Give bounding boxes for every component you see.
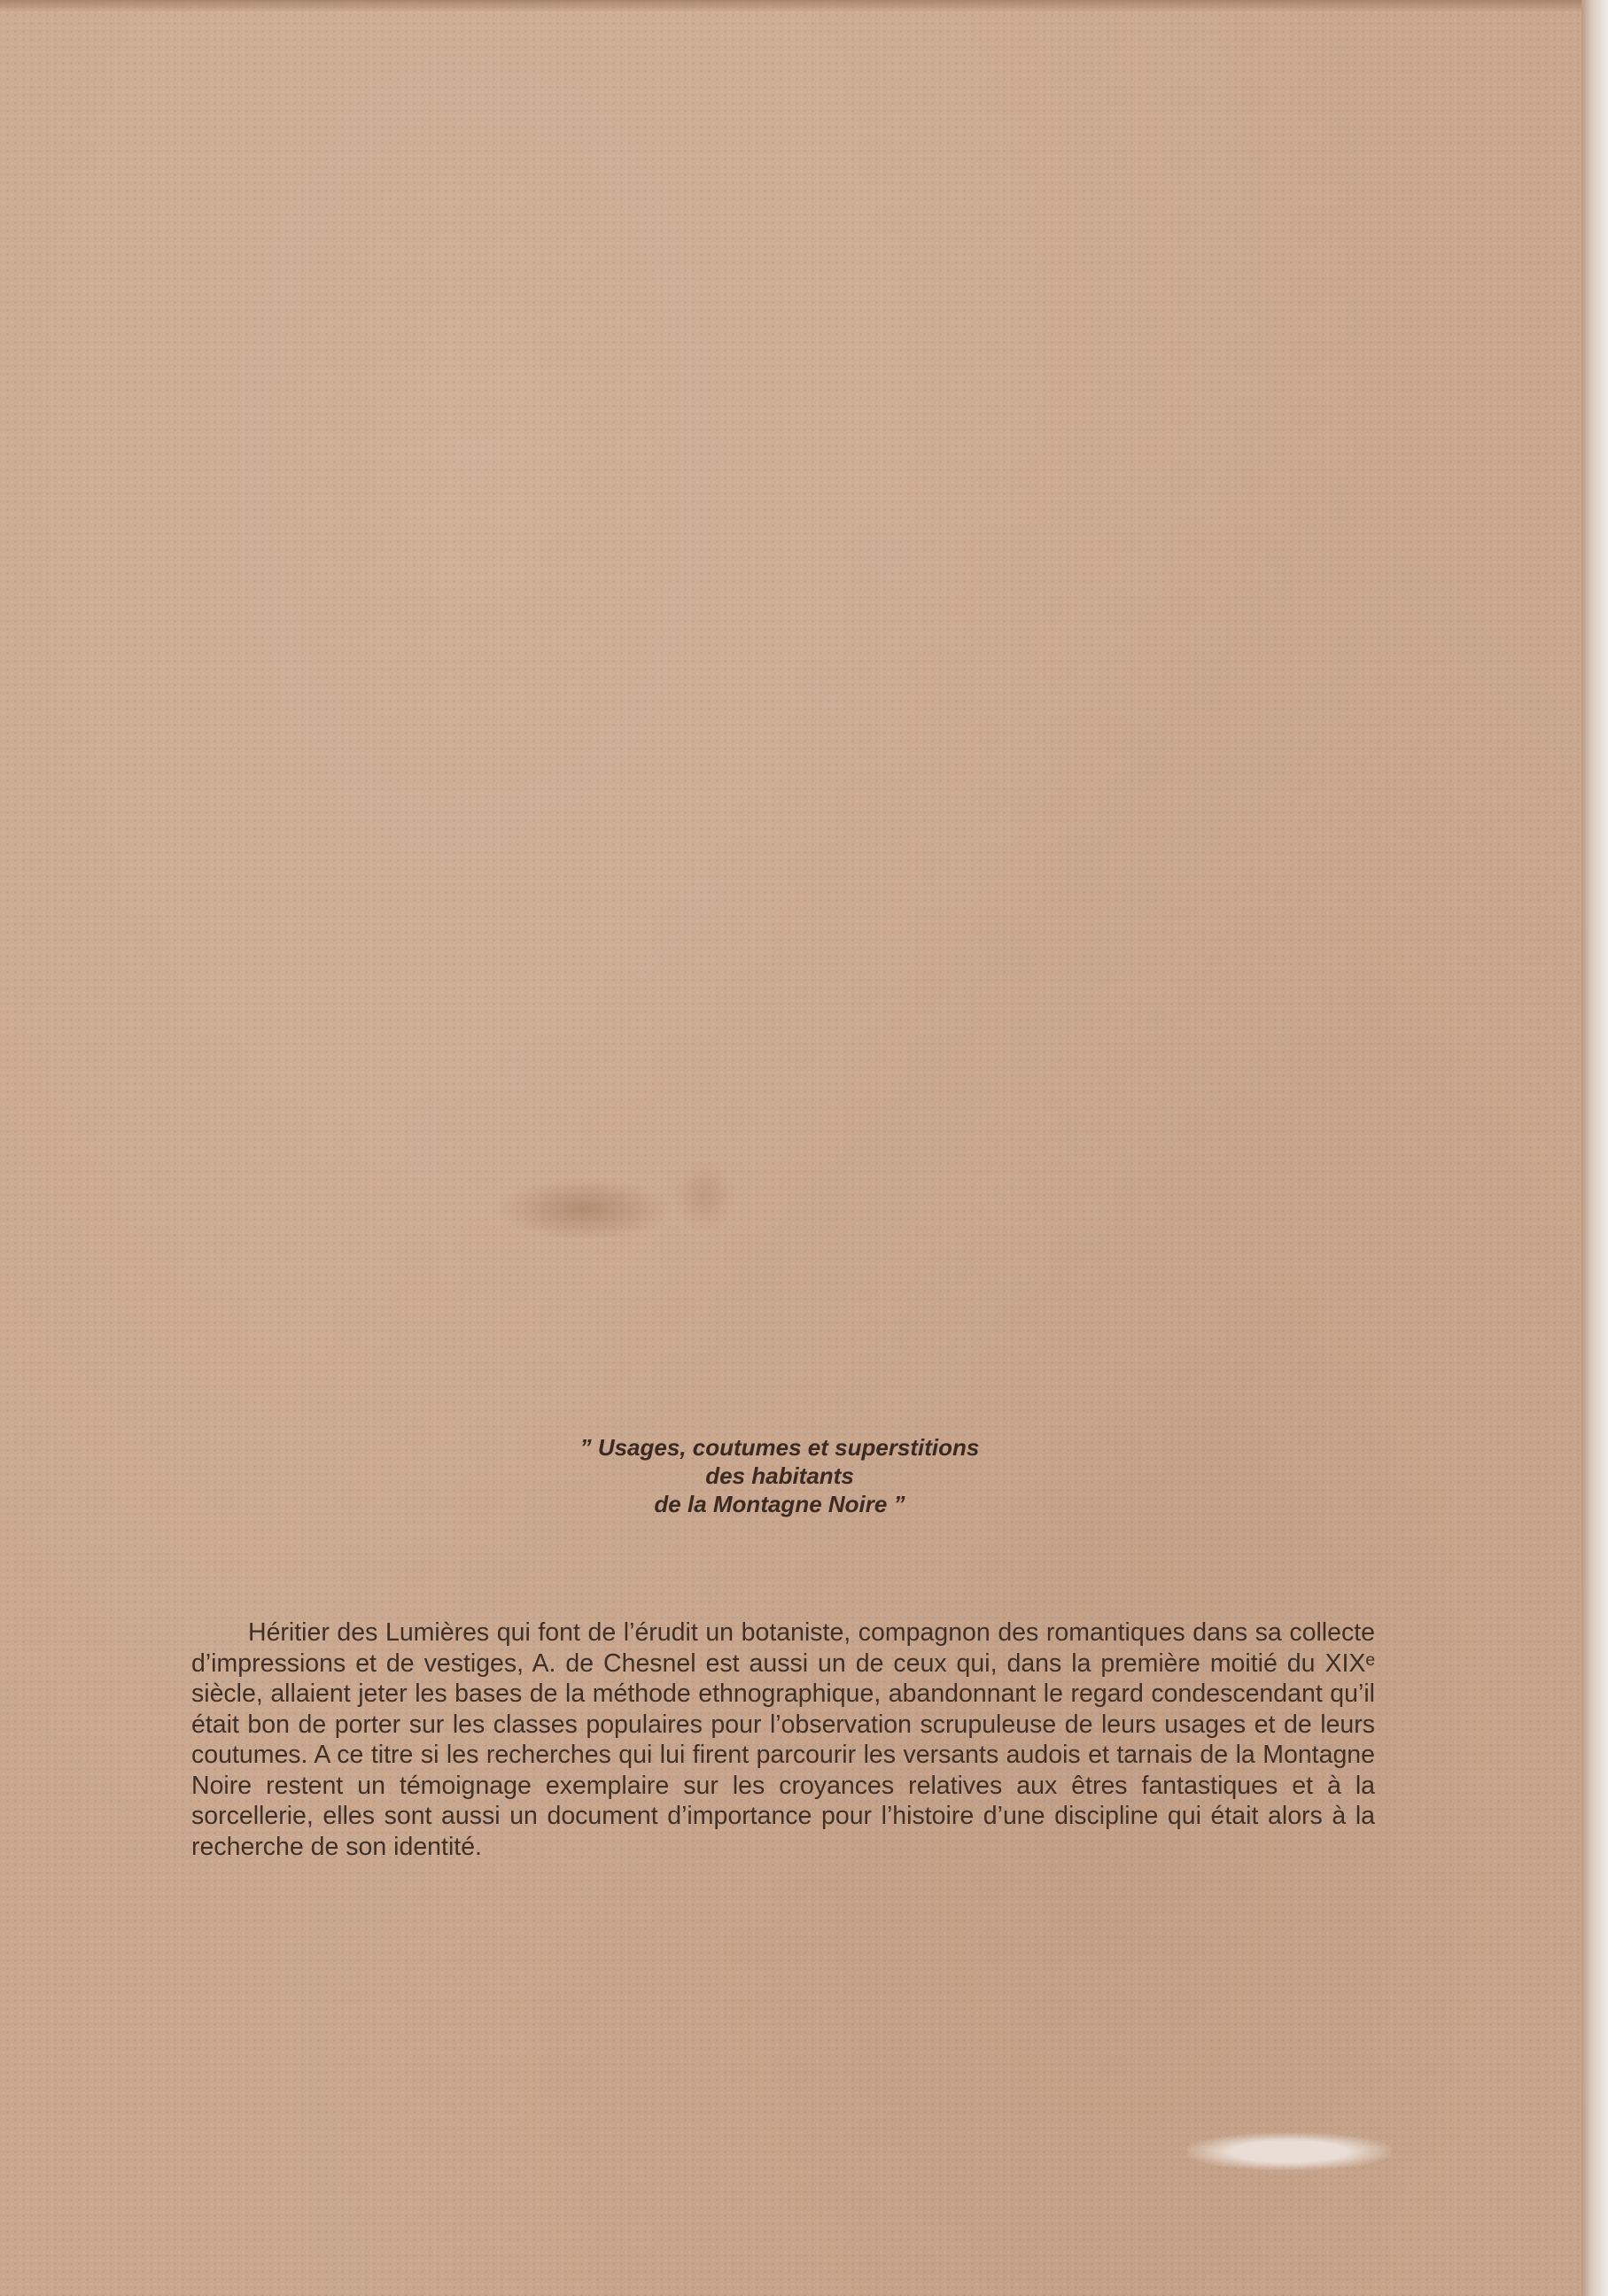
back-cover-blurb: Héritier des Lumières qui font de l’érudit un botaniste, compagnon des romantiques dans sa collecte d’impressions et de vestiges, A. de Chesnel est aussi un de ceux qui, dans la première moitié du XIXᵉ siècle, allaient jeter les bases de la méthode ethnographique, abandonnant le regard condescendant qu’il était bon de porter sur les classes populaires pour l’observation scrupuleuse de leurs usages et de leurs coutumes. A ce titre si les recherches qui lui firent parcourir les versants audois et tarnais de la Montagne Noire restent un témoignage exemplaire sur les croyances relatives aux êtres fantastiques et à la sorcellerie, elles sont aussi un document d’importance pour l’histoire d’une discipline qui était alors à la recherche de son identité. — [191, 1618, 1375, 1861]
paper-stain-small — [673, 1160, 735, 1231]
price-sticker-remnant — [1187, 2133, 1391, 2170]
title-line-1: ” Usages, coutumes et superstitions — [579, 1434, 980, 1461]
cover-top-edge — [0, 0, 1586, 12]
paper-stain — [496, 1178, 673, 1240]
title-line-3: de la Montagne Noire ” — [654, 1491, 905, 1517]
page-edge — [1581, 0, 1608, 2296]
book-title — [496, 1433, 1063, 1518]
title-line-2: des habitants — [705, 1462, 854, 1489]
